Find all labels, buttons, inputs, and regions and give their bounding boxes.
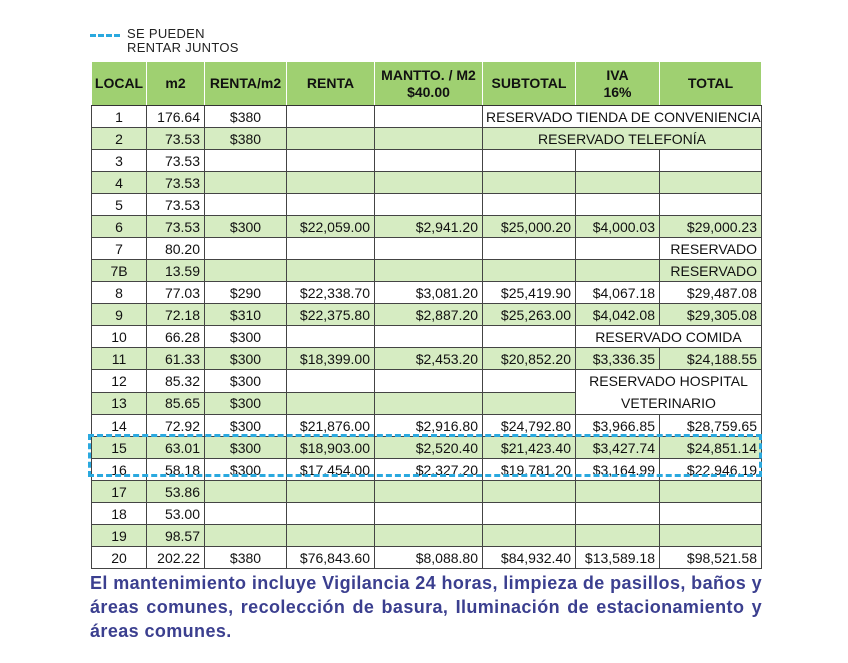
table-cell: $18,399.00: [287, 348, 375, 370]
table-cell: 18: [92, 503, 147, 525]
table-cell: [483, 172, 576, 194]
table-cell: 176.64: [147, 106, 205, 128]
table-cell: $380: [205, 106, 287, 128]
table-cell: $21,423.40: [483, 437, 576, 459]
table-cell: $2,887.20: [375, 304, 483, 326]
table-cell: $29,305.08: [660, 304, 762, 326]
column-header-label: MANTTO. / M2: [381, 66, 476, 83]
table-cell: 5: [92, 194, 147, 216]
table-cell: [287, 503, 375, 525]
table-cell: 17: [92, 481, 147, 503]
table-cell: [287, 481, 375, 503]
table-cell: $2,941.20: [375, 216, 483, 238]
table-cell: [483, 481, 576, 503]
table-cell: [576, 481, 660, 503]
table-cell: [483, 238, 576, 260]
table-cell: 202.22: [147, 547, 205, 569]
table-row: [92, 459, 762, 481]
table-cell: $2,916.80: [375, 415, 483, 437]
table-cell: [287, 525, 375, 547]
table-cell: $22,059.00: [287, 216, 375, 238]
table-cell: 9: [92, 304, 147, 326]
table-cell: 8: [92, 282, 147, 304]
table-cell: [660, 194, 762, 216]
table-row: [92, 260, 762, 282]
table-row: [92, 304, 762, 326]
table-cell: $4,042.08: [576, 304, 660, 326]
table-cell: $300: [205, 415, 287, 437]
table-cell: $300: [205, 370, 287, 393]
table-cell: 12: [92, 370, 147, 393]
table-cell: 66.28: [147, 326, 205, 348]
table-row: [92, 128, 762, 150]
table-cell: [375, 481, 483, 503]
table-cell: [375, 260, 483, 282]
table-cell: [660, 503, 762, 525]
table-cell: $24,851.14: [660, 437, 762, 459]
table-cell: $29,487.08: [660, 282, 762, 304]
column-header-label: SUBTOTAL: [491, 75, 567, 91]
table-cell: [576, 194, 660, 216]
table-cell: 73.53: [147, 194, 205, 216]
table-cell: $13,589.18: [576, 547, 660, 569]
table-cell: 85.65: [147, 392, 205, 415]
table-cell: [205, 525, 287, 547]
table-cell: [205, 194, 287, 216]
table-cell: [375, 503, 483, 525]
table-row: [92, 150, 762, 172]
table-cell: [287, 172, 375, 194]
column-header-label: LOCAL: [94, 75, 144, 91]
table-cell: $25,419.90: [483, 282, 576, 304]
table-cell: [483, 370, 576, 393]
table-cell: $18,903.00: [287, 437, 375, 459]
table-cell: $22,375.80: [287, 304, 375, 326]
table-cell: [660, 172, 762, 194]
maintenance-note: El mantenimiento incluye Vigilancia 24 horas, limpieza de pasillos, baños y áreas comunes, recolección de basura, Iluminación de estacionamiento y áreas comunes.: [90, 573, 762, 641]
table-cell: [375, 525, 483, 547]
table-cell: $300: [205, 459, 287, 481]
table-cell: 53.86: [147, 481, 205, 503]
table-cell: $84,932.40: [483, 547, 576, 569]
table-cell: 80.20: [147, 238, 205, 260]
table-cell: [287, 106, 375, 128]
table-cell: $3,427.74: [576, 437, 660, 459]
table-cell: [375, 128, 483, 150]
table-cell: [375, 172, 483, 194]
table-cell: [660, 525, 762, 547]
table-cell: $19,781.20: [483, 459, 576, 481]
table-cell: $20,852.20: [483, 348, 576, 370]
table-cell: 72.18: [147, 304, 205, 326]
dashed-line-icon: [90, 34, 120, 37]
table-cell: 14: [92, 415, 147, 437]
table-cell: [483, 194, 576, 216]
table-row: [92, 481, 762, 503]
table-cell: [205, 503, 287, 525]
reserved-note-line-1: RESERVADO HOSPITAL: [589, 373, 748, 389]
column-header: [287, 62, 375, 106]
table-cell: 13.59: [147, 260, 205, 282]
table-cell: $24,792.80: [483, 415, 576, 437]
column-header: [92, 62, 147, 106]
table-cell: $17,454.00: [287, 459, 375, 481]
table-cell: $2,520.40: [375, 437, 483, 459]
table-cell: [375, 194, 483, 216]
table-cell: 7: [92, 238, 147, 260]
table-cell: [287, 128, 375, 150]
column-header: [576, 62, 660, 106]
table-cell: [375, 370, 483, 393]
column-header: [483, 62, 576, 106]
table-row: [92, 194, 762, 216]
table-cell: 13: [92, 392, 147, 415]
table-row: [92, 415, 762, 437]
column-header: [147, 62, 205, 106]
table-cell: [576, 172, 660, 194]
table-body: [92, 106, 762, 569]
table-cell: $300: [205, 392, 287, 415]
table-cell: [660, 481, 762, 503]
table-cell: [483, 150, 576, 172]
table-cell: 1: [92, 106, 147, 128]
table-cell: $300: [205, 216, 287, 238]
column-header-label: IVA: [606, 66, 629, 83]
table-cell: [576, 525, 660, 547]
table-cell: 85.32: [147, 370, 205, 393]
table-cell: [205, 150, 287, 172]
table-cell: RESERVADO TIENDA DE CONVENIENCIA: [483, 106, 762, 128]
table-cell: RESERVADO: [660, 260, 762, 282]
table-cell: $310: [205, 304, 287, 326]
table-cell: 63.01: [147, 437, 205, 459]
column-header-label: m2: [165, 75, 186, 91]
table-cell: $3,966.85: [576, 415, 660, 437]
table-cell: 19: [92, 525, 147, 547]
table-cell: $380: [205, 128, 287, 150]
table-row: [92, 326, 762, 348]
table-cell: [576, 238, 660, 260]
table-cell: [483, 525, 576, 547]
table-cell: $24,188.55: [660, 348, 762, 370]
column-header-label: TOTAL: [687, 75, 734, 91]
table-row: [92, 106, 762, 128]
table-cell: RESERVADO TELEFONÍA: [483, 128, 762, 150]
table-cell: [205, 172, 287, 194]
table-row: [92, 547, 762, 569]
table-row: [92, 370, 762, 393]
table-cell: $2,453.20: [375, 348, 483, 370]
table-cell: 73.53: [147, 150, 205, 172]
table-cell: $3,336.35: [576, 348, 660, 370]
table-cell: [375, 326, 483, 348]
table-cell: $8,088.80: [375, 547, 483, 569]
table-row: [92, 172, 762, 194]
column-header: [205, 62, 287, 106]
table-cell: $76,843.60: [287, 547, 375, 569]
table-cell: $300: [205, 326, 287, 348]
table-cell: 58.18: [147, 459, 205, 481]
table-cell: $98,521.58: [660, 547, 762, 569]
table-cell: 11: [92, 348, 147, 370]
table-cell: 73.53: [147, 128, 205, 150]
table-cell: [287, 194, 375, 216]
table-row: [92, 525, 762, 547]
table-cell: $380: [205, 547, 287, 569]
table-cell: $4,000.03: [576, 216, 660, 238]
table-cell: [287, 326, 375, 348]
table-cell: 7B: [92, 260, 147, 282]
column-header-label: RENTA/m2: [209, 75, 282, 91]
table-cell: 16: [92, 459, 147, 481]
column-header: [660, 62, 762, 106]
table-cell: RESERVADO COMIDA: [576, 326, 762, 348]
table-cell: [205, 260, 287, 282]
column-header-sublabel: $40.00: [407, 83, 450, 100]
table-cell: 73.53: [147, 216, 205, 238]
table-cell: 72.92: [147, 415, 205, 437]
table-cell: 6: [92, 216, 147, 238]
table-cell: $21,876.00: [287, 415, 375, 437]
table-cell: [287, 238, 375, 260]
table-cell: [576, 260, 660, 282]
table-cell: 15: [92, 437, 147, 459]
table-cell: [205, 481, 287, 503]
table-cell: 20: [92, 547, 147, 569]
table-cell: $3,081.20: [375, 282, 483, 304]
table-cell: RESERVADO: [660, 238, 762, 260]
legend-line-2: RENTAR JUNTOS: [127, 40, 239, 55]
table-cell: 4: [92, 172, 147, 194]
table-cell: $300: [205, 437, 287, 459]
table-cell: 61.33: [147, 348, 205, 370]
table-cell: 2: [92, 128, 147, 150]
table-cell: [287, 260, 375, 282]
table-cell: [287, 370, 375, 393]
table-cell: 3: [92, 150, 147, 172]
table-cell: $300: [205, 348, 287, 370]
table-cell: $29,000.23: [660, 216, 762, 238]
table-row: [92, 503, 762, 525]
table-row: [92, 216, 762, 238]
table-row: [92, 238, 762, 260]
table-cell: 98.57: [147, 525, 205, 547]
legend: [90, 27, 239, 55]
table-cell: [483, 260, 576, 282]
table-cell: [375, 238, 483, 260]
table-row: [92, 348, 762, 370]
table-cell: 73.53: [147, 172, 205, 194]
table-cell: [660, 150, 762, 172]
column-header-sublabel: 16%: [603, 83, 632, 100]
table-cell: $22,946.19: [660, 459, 762, 481]
table-cell: $28,759.65: [660, 415, 762, 437]
table-cell: [375, 150, 483, 172]
table-cell: $3,164.99: [576, 459, 660, 481]
table-cell: [483, 392, 576, 415]
table-header-row: [92, 62, 762, 106]
column-header-label: RENTA: [306, 75, 355, 91]
table-cell: 53.00: [147, 503, 205, 525]
table-cell: 10: [92, 326, 147, 348]
table-cell: [576, 150, 660, 172]
legend-line-1: SE PUEDEN: [127, 26, 205, 41]
table-cell: 77.03: [147, 282, 205, 304]
table-cell: [483, 503, 576, 525]
table-cell: $2,327.20: [375, 459, 483, 481]
column-header: [375, 62, 483, 106]
table-cell: $22,338.70: [287, 282, 375, 304]
table-cell: [576, 370, 762, 415]
table-cell: [576, 503, 660, 525]
table-cell: $25,000.20: [483, 216, 576, 238]
legend-text: [127, 27, 239, 55]
reserved-note-line-2: VETERINARIO: [621, 395, 716, 411]
table-row: [92, 437, 762, 459]
table-cell: [375, 106, 483, 128]
table-cell: [483, 326, 576, 348]
table-cell: $4,067.18: [576, 282, 660, 304]
table-cell: [287, 150, 375, 172]
table-cell: [375, 392, 483, 415]
rental-table: [91, 61, 762, 569]
table-cell: $25,263.00: [483, 304, 576, 326]
table-cell: [205, 238, 287, 260]
table-row: [92, 282, 762, 304]
table-cell: [287, 392, 375, 415]
table-cell: $290: [205, 282, 287, 304]
